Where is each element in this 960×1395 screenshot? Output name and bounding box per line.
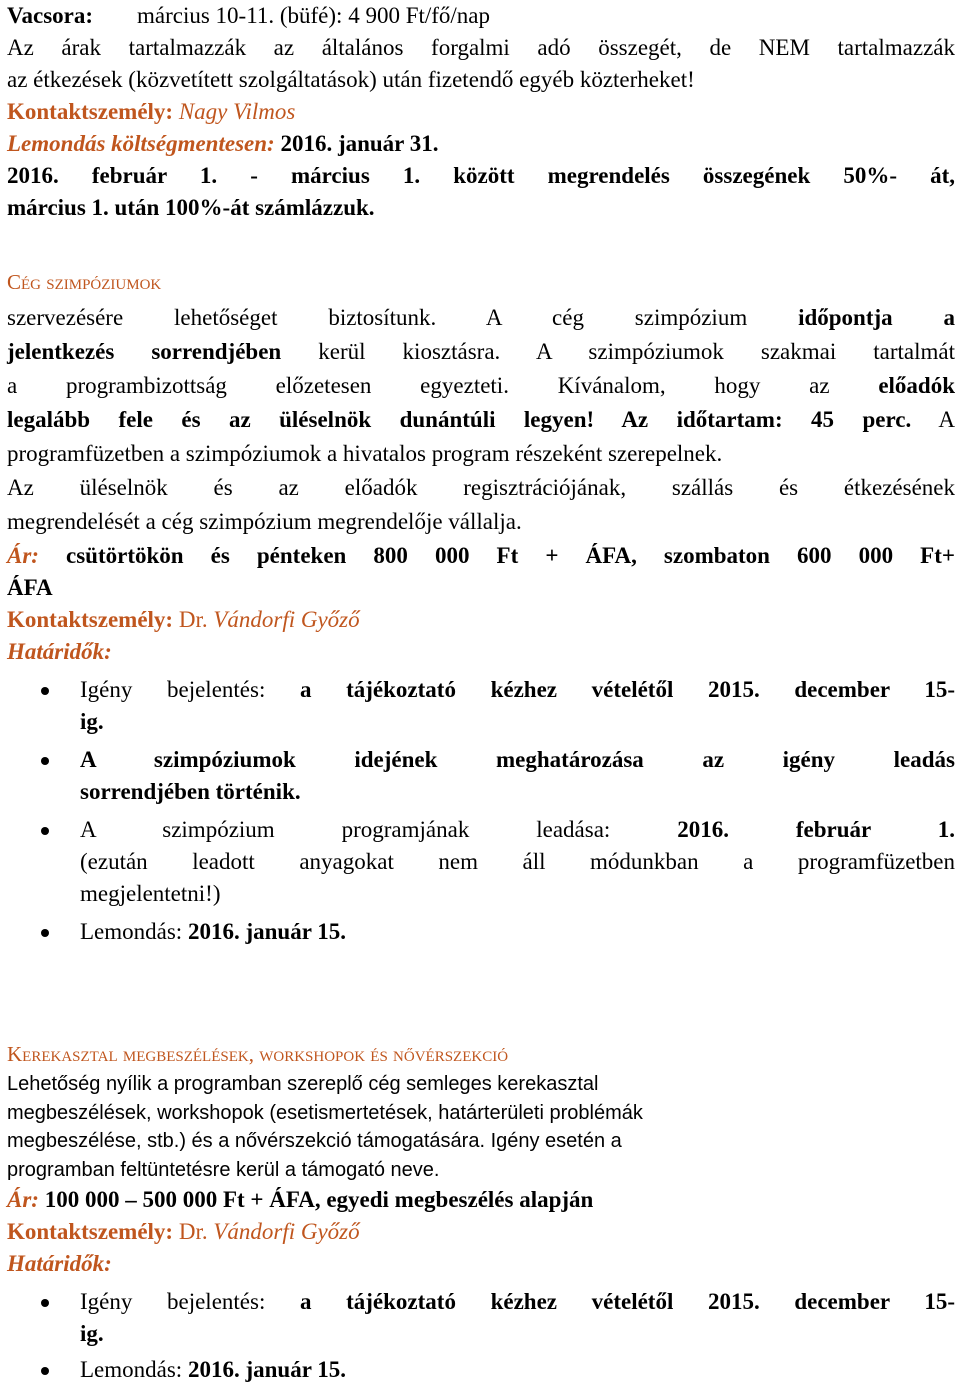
list-item — [7, 1354, 955, 1386]
b3-label: A szimpózium programjának leadása: — [80, 817, 678, 842]
roundtables-price-line — [7, 1184, 955, 1216]
symposia-p2-line-1: Az üléselnök és az előadók regisztrációjának, szállás és étkezésének — [7, 475, 955, 500]
rb1-value: a tájékoztató kézhez vételétől 2015. december 15- — [299, 1289, 955, 1314]
contact-name: Nagy Vilmos — [178, 99, 296, 124]
cancel-label: Lemondás költségmentesen: — [7, 131, 275, 156]
b4-label: Lemondás: — [80, 919, 188, 944]
dinner-text: március 10-11. (büfé): 4 900 Ft/fő/nap — [137, 3, 491, 28]
rb2-value: 2016. január 15. — [187, 1357, 346, 1382]
dinner-line — [7, 0, 955, 32]
symposia-p1-line-3 — [7, 370, 955, 402]
billing-line-2: március 1. után 100%-át számlázzuk. — [7, 195, 375, 220]
list-item — [7, 916, 955, 948]
symposia-p1-l4-bold: legalább fele és az üléselnök dunántúli legyen! Az időtartam: 45 perc. — [7, 407, 912, 432]
bullet-icon — [41, 827, 49, 835]
rb2-line — [80, 1354, 955, 1386]
b1-value: a tájékoztató kézhez vételétől 2015. december 15- — [299, 677, 955, 702]
symposia-p1-line-2 — [7, 336, 955, 368]
symposia-p1-l2-text: kerül kiosztásra. A szimpóziumok szakmai tartalmát — [281, 339, 956, 364]
b3-value: 2016. február 1. — [677, 817, 955, 842]
symposia-contact-label: Kontaktszemély: — [7, 607, 174, 632]
price-note-line-1: Az árak tartalmazzák az általános forgalmi adó összegét, de NEM tartalmazzák — [7, 35, 955, 60]
symposia-contact-name: Vándorfi Győző — [207, 607, 360, 632]
list-item — [7, 1286, 955, 1350]
contact-line — [7, 96, 955, 128]
symposia-price-label: Ár: — [7, 543, 39, 568]
roundtables-text-line-1: Lehetőség nyílik a programban szereplő cég semleges kerekasztal — [7, 1073, 599, 1095]
billing-line-1: 2016. február 1. - március 1. között megrendelés összegének 50%- át, — [7, 163, 955, 188]
b4-value: 2016. január 15. — [187, 919, 346, 944]
roundtables-price-label: Ár: — [7, 1187, 39, 1212]
b2-line-2: sorrendjében történik. — [80, 779, 301, 804]
rb1-line-1 — [80, 1286, 955, 1318]
symposia-deadlines-label: Határidők: — [7, 639, 112, 664]
symposia-p1-l3-bold: előadók — [878, 373, 955, 398]
b3-line-2: (ezután leadott anyagokat nem áll módunkban a programfüzetben — [80, 849, 955, 874]
rb1-line-2: ig. — [80, 1321, 104, 1346]
symposia-p1-l1-text: szervezésére lehetőséget biztosítunk. A cég szimpózium — [7, 305, 799, 330]
section-symposia — [7, 266, 955, 948]
roundtables-heading: Kerekasztal megbeszélések, workshopok és nővérszekció — [7, 1042, 509, 1066]
bullet-icon — [41, 929, 49, 937]
symposia-p1-line-4 — [7, 404, 955, 436]
rb1-label: Igény bejelentés: — [80, 1289, 300, 1314]
roundtables-contact-label: Kontaktszemély: — [7, 1219, 174, 1244]
roundtables-deadline-list — [7, 1286, 955, 1386]
b1-label: Igény bejelentés: — [80, 677, 300, 702]
section-dinner — [7, 0, 955, 224]
symposia-deadline-list — [7, 674, 955, 948]
symposia-contact-line — [7, 604, 955, 636]
b1-line-2: ig. — [80, 709, 104, 734]
cancel-date: 2016. január 31. — [280, 131, 439, 156]
list-item — [7, 814, 955, 910]
b1-line-1 — [80, 674, 955, 706]
symposia-price-text: csütörtökön és pénteken 800 000 Ft + ÁFA, szombaton 600 000 Ft+ — [38, 543, 955, 568]
roundtables-price-text: 100 000 – 500 000 Ft + ÁFA, egyedi megbeszélés alapján — [38, 1187, 594, 1212]
symposia-price-line-1 — [7, 540, 955, 572]
price-note-line-2: az étkezések (közvetített szolgáltatások) után fizetendő egyéb közterheket! — [7, 67, 695, 92]
symposia-heading: Cég szimpóziumok — [7, 270, 162, 294]
roundtables-text-line-4: programban feltüntetésre kerül a támogató neve. — [7, 1158, 440, 1181]
b3-line-1 — [80, 814, 955, 846]
bullet-icon — [41, 757, 49, 765]
symposia-p1-l3-text: a programbizottság előzetesen egyezteti. Kívánalom, hogy az — [7, 373, 879, 398]
rb2-label: Lemondás: — [80, 1357, 188, 1382]
contact-label: Kontaktszemély: — [7, 99, 174, 124]
symposia-p1-l4-text: A — [911, 407, 955, 432]
symposia-p1-line-1 — [7, 302, 955, 334]
bullet-icon — [41, 687, 49, 695]
list-item — [7, 674, 955, 738]
roundtables-deadlines-label: Határidők: — [7, 1251, 112, 1276]
symposia-p1-l2-bold: jelentkezés sorrendjében — [7, 339, 282, 364]
cancel-line — [7, 128, 955, 160]
b2-line-1: A szimpóziumok idejének meghatározása az igény leadás — [80, 747, 955, 772]
roundtables-contact-title: Dr. — [173, 1219, 208, 1244]
roundtables-contact-name: Vándorfi Győző — [207, 1219, 360, 1244]
symposia-p1-line-5: programfüzetben a szimpóziumok a hivatalos program részeként szerepelnek. — [7, 441, 723, 466]
roundtables-contact-line — [7, 1216, 955, 1248]
section-roundtables — [7, 1038, 955, 1386]
symposia-p2-line-2: megrendelését a cég szimpózium megrendelője vállalja. — [7, 509, 522, 534]
symposia-contact-title: Dr. — [173, 607, 208, 632]
symposia-p1-l1-bold: időpontja a — [798, 305, 955, 330]
dinner-label: Vacsora: — [7, 3, 94, 28]
list-item — [7, 744, 955, 808]
bullet-icon — [41, 1299, 49, 1307]
roundtables-text-line-2: megbeszélések, workshopok (esetismertetések, határterületi problémák — [7, 1101, 643, 1124]
roundtables-text-line-3: megbeszélése, stb.) és a nővérszekció támogatására. Igény esetén a — [7, 1130, 622, 1152]
bullet-icon — [41, 1367, 49, 1375]
b3-line-3: megjelentetni!) — [80, 881, 221, 906]
symposia-price-line-2: ÁFA — [7, 575, 53, 600]
b4-line — [80, 916, 955, 948]
